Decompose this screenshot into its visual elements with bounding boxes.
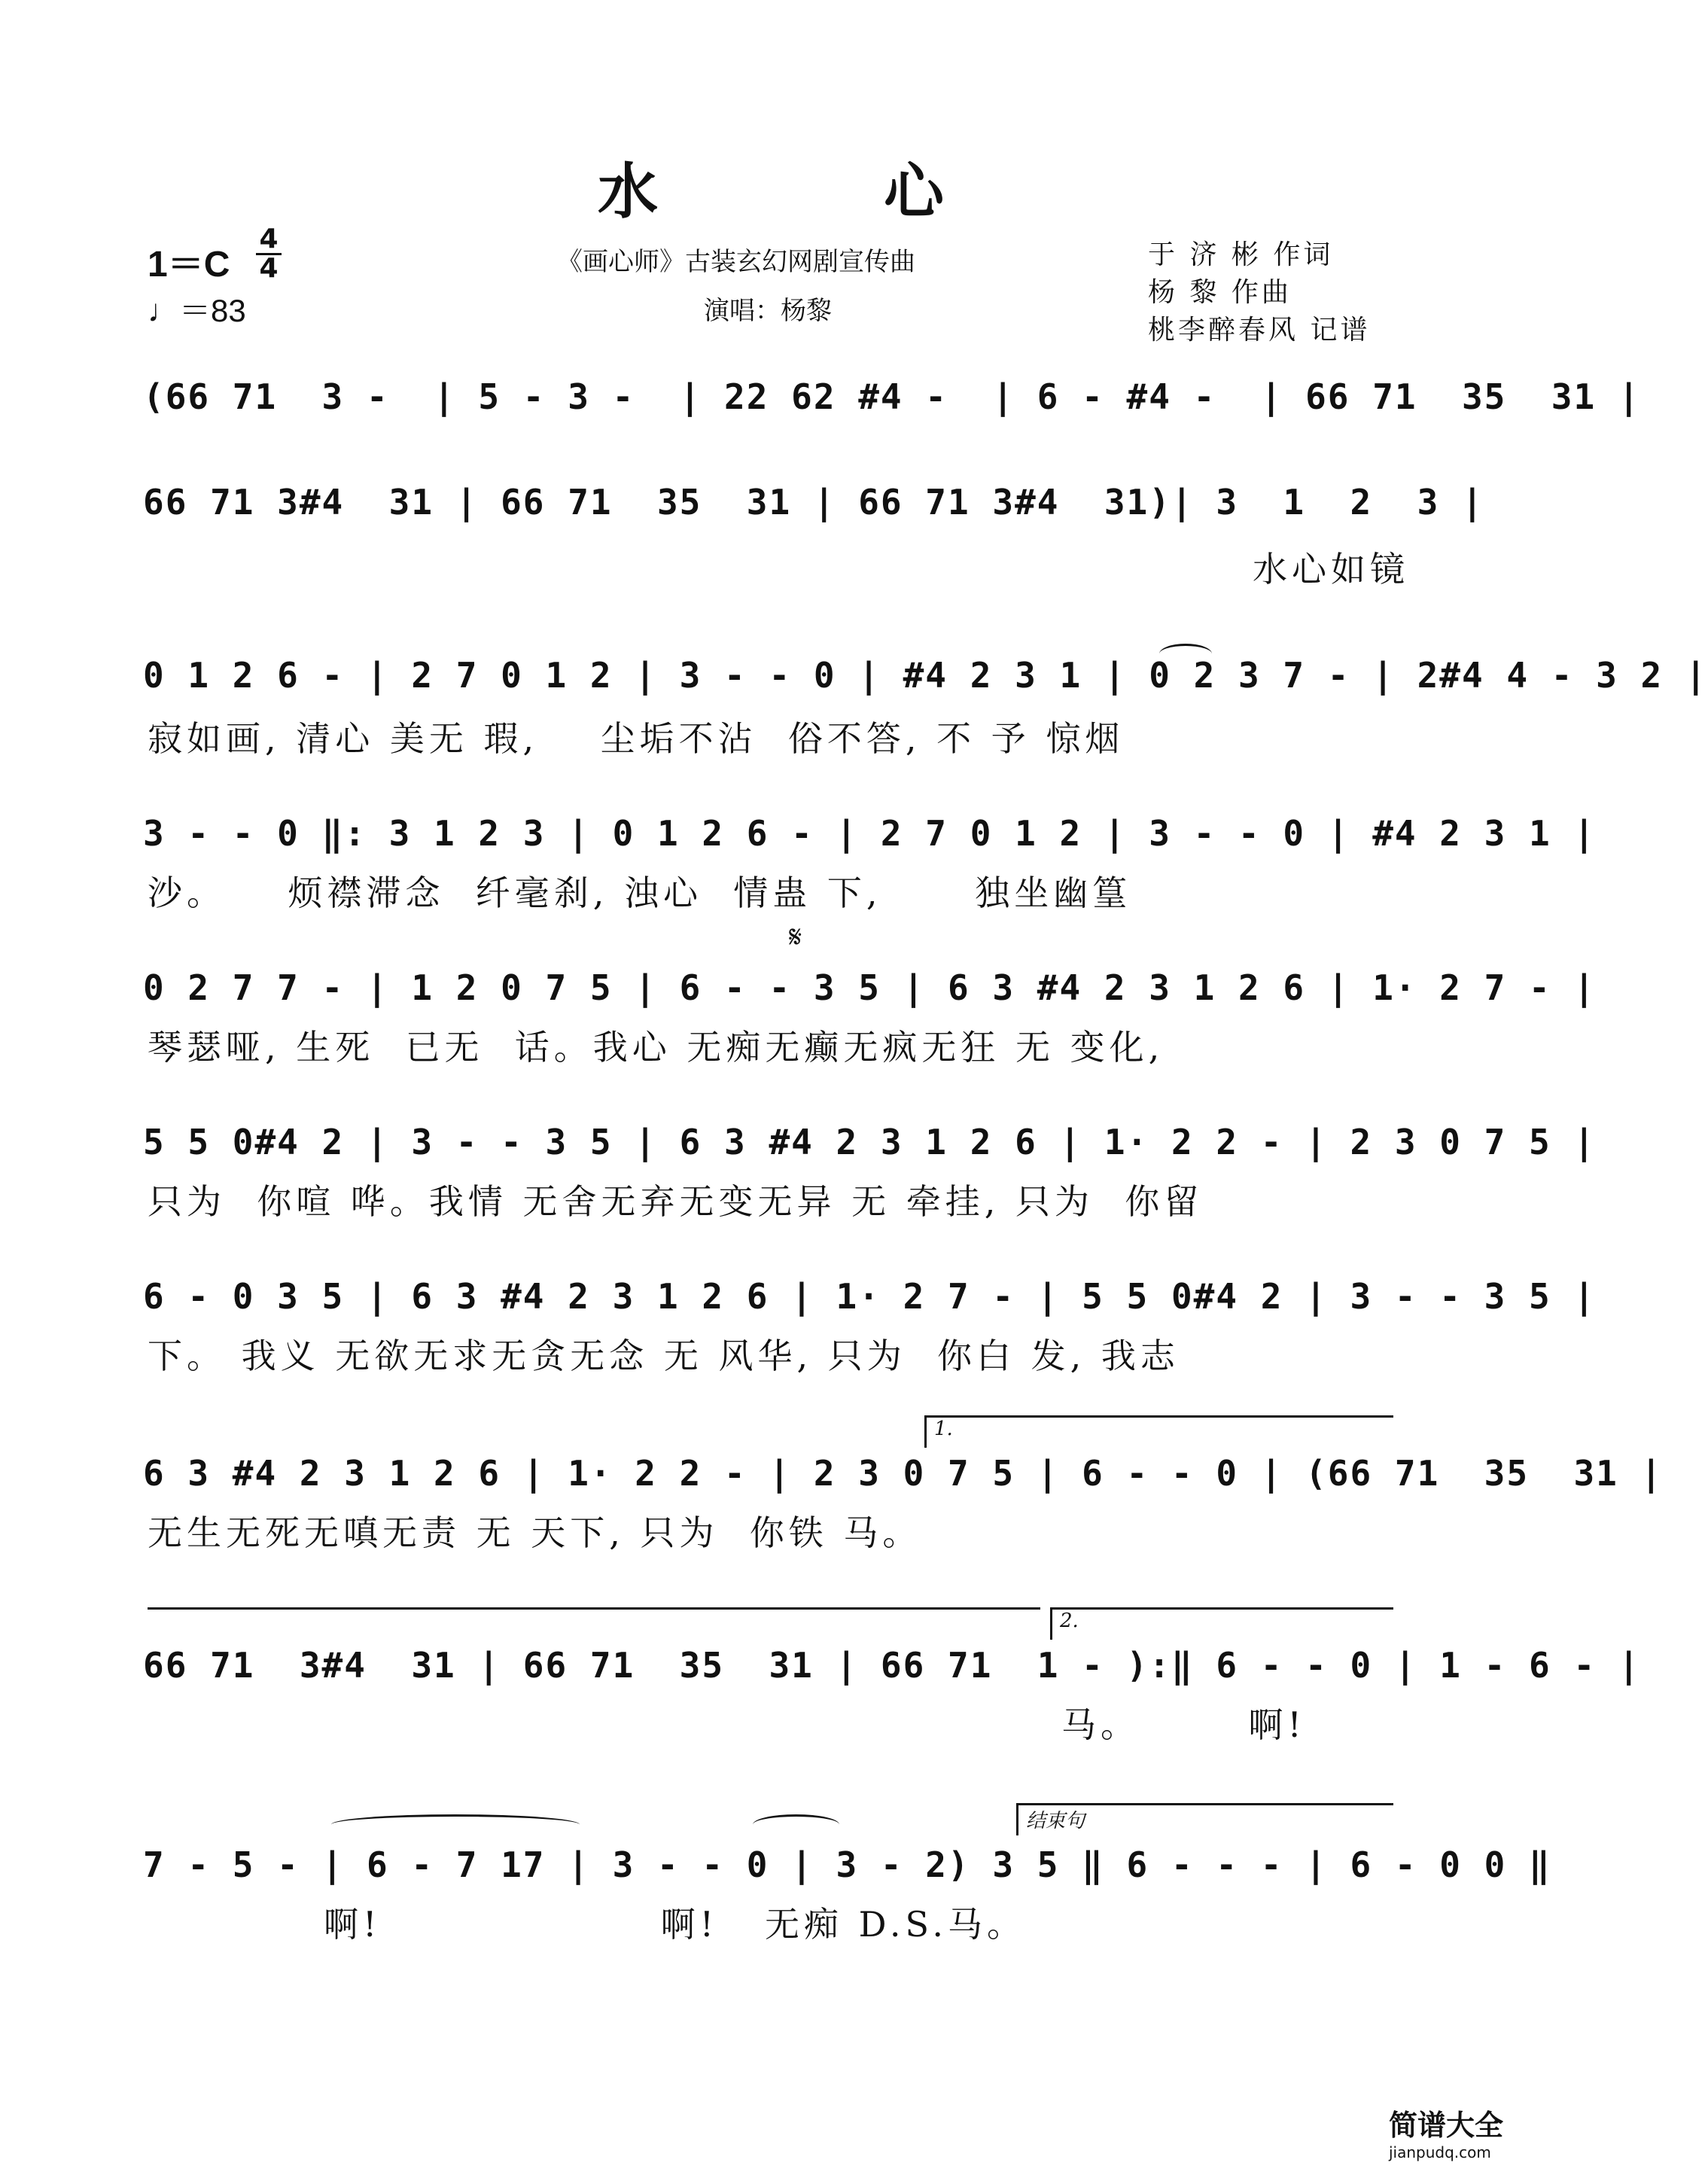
segno-sign: 𝄋 <box>789 920 802 955</box>
score-line-10: 7 - 5 - | 6 - 7 17 | 3 - - 0 | 3 - 2) 3 5 ‖ 6 - - - | 6 - 0 0 ‖ <box>143 1844 1551 1885</box>
lyrics-line-4: 沙。 烦襟滞念 纤毫刹, 浊心 情蛊 下, 独坐幽篁 <box>148 873 1132 913</box>
lyrics-line-3: 寂如画, 清心 美无 瑕, 尘垢不沾 俗不答, 不 予 惊烟 <box>148 718 1125 759</box>
score-line-3: 0 1 2 6 - | 2 7 0 1 2 | 3 - - 0 | #4 2 3 1 | 0 2 3 7 - | 2#4 4 - 3 2 | <box>143 655 1708 696</box>
watermark-name: 简谱大全 <box>1389 2109 1504 2142</box>
score-line-9: 66 71 3#4 31 | 66 71 35 31 | 66 71 1 - ):‖ 6 - - 0 | 1 - 6 - | <box>143 1645 1641 1686</box>
time-signature-bottom: 4 <box>259 253 279 284</box>
lyrics-line-10: 啊! 啊! 无痴 D.S.马。 <box>324 1904 1027 1945</box>
lyrics-line-8: 无生无死无嗔无责 无 天下, 只为 你铁 马。 <box>148 1512 922 1553</box>
lyrics-line-6: 只为 你喧 哗。我情 无舍无弃无变无异 无 牵挂, 只为 你留 <box>148 1181 1204 1222</box>
tempo-marking: ♩＝83 <box>148 293 246 328</box>
score-line-7: 6 - 0 3 5 | 6 3 #4 2 3 1 2 6 | 1· 2 7 - | 5 5 0#4 2 | 3 - - 3 5 | <box>143 1276 1597 1317</box>
score-line-5: 0 2 7 7 - | 1 2 0 7 5 | 6 - - 3 5 | 6 3 #4 2 3 1 2 6 | 1· 2 7 - | <box>143 967 1597 1008</box>
lyrics-line-5: 琴瑟哑, 生死 已无 话。我心 无痴无癫无疯无狂 无 变化, <box>148 1027 1165 1068</box>
subtitle: 《画心师》古装玄幻网剧宣传曲 <box>557 247 915 277</box>
key-signature: 1＝C <box>148 245 230 285</box>
first-ending-bracket <box>924 1415 1393 1448</box>
lyrics-line-9: 马。 啊! <box>1061 1704 1306 1745</box>
score-line-8: 6 3 #4 2 3 1 2 6 | 1· 2 2 - | 2 3 0 7 5 | 6 - - 0 | (66 71 35 31 | <box>143 1453 1664 1494</box>
score-line-4: 3 - - 0 ‖: 3 1 2 3 | 0 1 2 6 - | 2 7 0 1 2 | 3 - - 0 | #4 2 3 1 | <box>143 813 1597 854</box>
second-ending-bracket <box>1050 1607 1393 1640</box>
tie-mark <box>1159 644 1212 664</box>
phrase-slur <box>331 1814 580 1835</box>
transcriber-credit: 桃李醉春风 记谱 <box>1148 315 1371 346</box>
coda-ending-bracket <box>1016 1803 1393 1835</box>
phrase-slur <box>753 1814 839 1835</box>
time-signature <box>256 226 282 282</box>
score-line-6: 5 5 0#4 2 | 3 - - 3 5 | 6 3 #4 2 3 1 2 6 | 1· 2 2 - | 2 3 0 7 5 | <box>143 1122 1597 1162</box>
lyrics-line-2: 水心如镜 <box>1253 549 1409 589</box>
watermark-site: jianpudq.com <box>1389 2143 1491 2161</box>
time-signature-top: 4 <box>259 224 279 254</box>
page-title: 水 心 <box>598 156 1027 227</box>
score-line-2: 66 71 3#4 31 | 66 71 35 31 | 66 71 3#4 31)| 3 1 2 3 | <box>143 482 1484 522</box>
first-ending-continuation <box>148 1607 1040 1610</box>
site-watermark <box>1389 2102 1532 2171</box>
score-line-1: (66 71 3 - | 5 - 3 - | 22 62 #4 - | 6 - #4 - | 66 71 35 31 | <box>143 376 1641 417</box>
first-ending-label: 1. <box>934 1418 953 1440</box>
lyrics-line-7: 下。 我义 无欲无求无贪无念 无 风华, 只为 你白 发, 我志 <box>148 1336 1180 1376</box>
composer-credit: 杨 黎 作曲 <box>1148 277 1292 308</box>
coda-ending-label: 结束句 <box>1026 1810 1085 1832</box>
second-ending-label: 2. <box>1060 1610 1079 1632</box>
singer: 演唱：杨黎 <box>704 296 832 326</box>
lyricist-credit: 于 济 彬 作词 <box>1148 239 1334 270</box>
